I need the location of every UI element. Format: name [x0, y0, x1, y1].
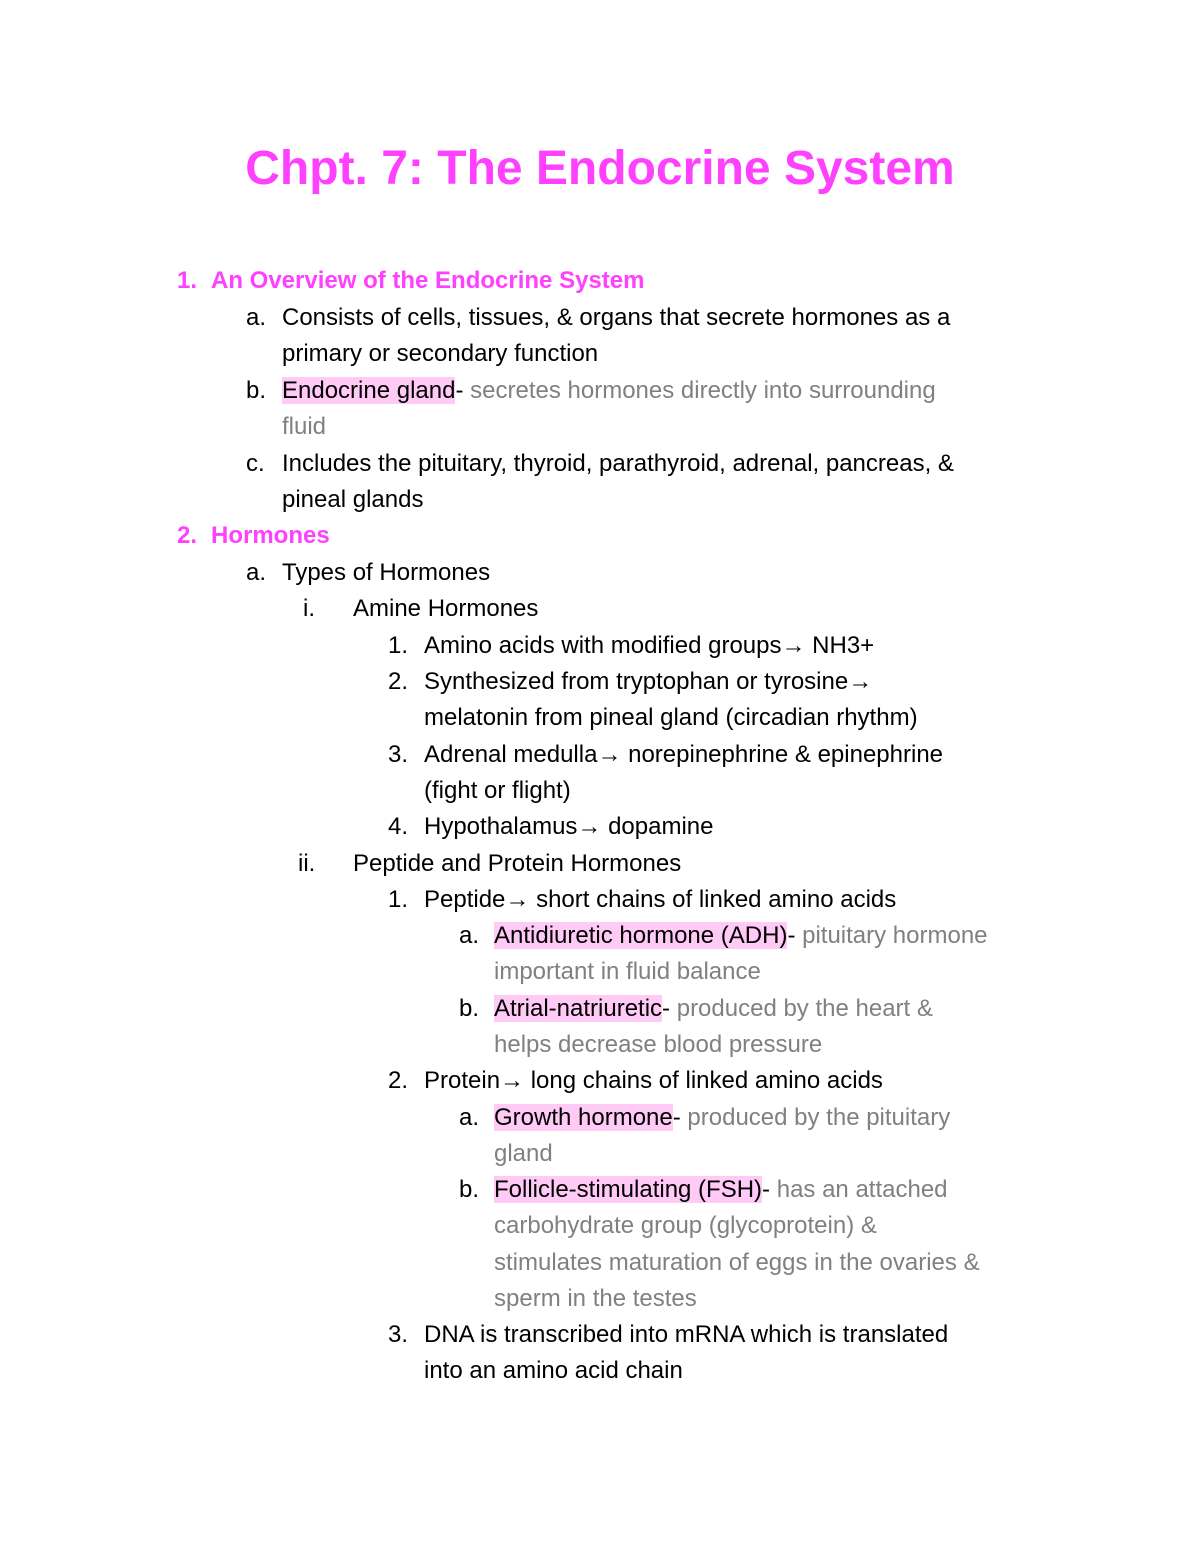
anp-line-1 [494, 991, 933, 1027]
amine-label: Amine Hormones [353, 595, 539, 622]
definition-growth-hormone: produced by the pituitary [680, 1104, 951, 1131]
fsh-marker: b. [459, 1176, 480, 1203]
section-1-marker: 1. [177, 267, 198, 294]
fsh-line-3: stimulates maturation of eggs in the ovaries & [494, 1249, 980, 1276]
term-atrial-natriuretic: Atrial-natriuretic [494, 995, 663, 1022]
term-adh: Antidiuretic hormone (ADH) [494, 922, 788, 949]
item-1b-line-1 [282, 373, 936, 409]
adh-line-1 [494, 918, 988, 954]
amine-marker: i. [303, 595, 315, 622]
amine-point-1: Amino acids with modified groups→ NH3+ [424, 632, 875, 659]
peptide-marker: ii. [298, 850, 316, 877]
amine-point-4: Hypothalamus→ dopamine [424, 813, 714, 840]
item-1b-marker: b. [246, 377, 267, 404]
term-fsh: Follicle-stimulating (FSH) [494, 1176, 763, 1203]
definition-atrial-natriuretic: produced by the heart & [670, 995, 933, 1022]
amine-point-2-marker: 2. [388, 668, 409, 695]
item-1c-marker: c. [246, 450, 265, 477]
term-separator: - [455, 377, 464, 404]
item-1a-marker: a. [246, 304, 267, 331]
gh-line-1 [494, 1100, 950, 1136]
definition-adh: pituitary hormone [795, 922, 988, 949]
amine-point-4-marker: 4. [388, 813, 409, 840]
peptide-label: Peptide and Protein Hormones [353, 850, 682, 877]
page-title: Chpt. 7: The Endocrine System [245, 142, 955, 195]
item-1a-line-1: Consists of cells, tissues, & organs that secrete hormones as a [282, 304, 951, 331]
term-separator: - [662, 995, 671, 1022]
definition-fsh: has an attached [770, 1176, 948, 1203]
amine-point-3-line-1: Adrenal medulla→ norepinephrine & epinephrine [424, 741, 944, 768]
term-growth-hormone: Growth hormone [494, 1104, 673, 1131]
peptide-point-1-marker: 1. [388, 886, 409, 913]
amine-point-2-line-2: melatonin from pineal gland (circadian rhythm) [424, 704, 918, 731]
term-separator: - [762, 1176, 771, 1203]
protein-point-3-line-2: into an amino acid chain [424, 1357, 683, 1384]
gh-marker: a. [459, 1104, 480, 1131]
peptide-point-1: Peptide→ short chains of linked amino acids [424, 886, 897, 913]
amine-point-2-line-1: Synthesized from tryptophan or tyrosine→ [424, 668, 873, 695]
anp-line-2: helps decrease blood pressure [494, 1031, 823, 1058]
protein-point-3-line-1: DNA is transcribed into mRNA which is translated [424, 1321, 949, 1348]
anp-marker: b. [459, 995, 480, 1022]
fsh-line-2: carbohydrate group (glycoprotein) & [494, 1212, 877, 1239]
adh-line-2: important in fluid balance [494, 958, 761, 985]
protein-point-3-marker: 3. [388, 1321, 409, 1348]
amine-point-3-marker: 3. [388, 741, 409, 768]
term-separator: - [672, 1104, 681, 1131]
fsh-line-1 [494, 1172, 948, 1208]
term-separator: - [787, 922, 796, 949]
amine-point-1-marker: 1. [388, 632, 409, 659]
protein-point-2-marker: 2. [388, 1067, 409, 1094]
section-1-heading: An Overview of the Endocrine System [211, 267, 645, 294]
item-1a-line-2: primary or secondary function [282, 340, 599, 367]
fsh-line-4: sperm in the testes [494, 1285, 697, 1312]
item-1b-line-2: fluid [282, 413, 327, 440]
item-1c-line-2: pineal glands [282, 486, 424, 513]
adh-marker: a. [459, 922, 480, 949]
item-2a-marker: a. [246, 559, 267, 586]
protein-point-2: Protein→ long chains of linked amino acids [424, 1067, 883, 1094]
section-2-marker: 2. [177, 522, 198, 549]
gh-line-2: gland [494, 1140, 553, 1167]
section-2-heading: Hormones [211, 522, 330, 549]
definition-endocrine-gland: secretes hormones directly into surrounding [463, 377, 936, 404]
term-endocrine-gland: Endocrine gland [282, 377, 456, 404]
item-1c-line-1: Includes the pituitary, thyroid, parathyroid, adrenal, pancreas, & [282, 450, 954, 477]
item-2a-label: Types of Hormones [282, 559, 491, 586]
amine-point-3-line-2: (fight or flight) [424, 777, 571, 804]
